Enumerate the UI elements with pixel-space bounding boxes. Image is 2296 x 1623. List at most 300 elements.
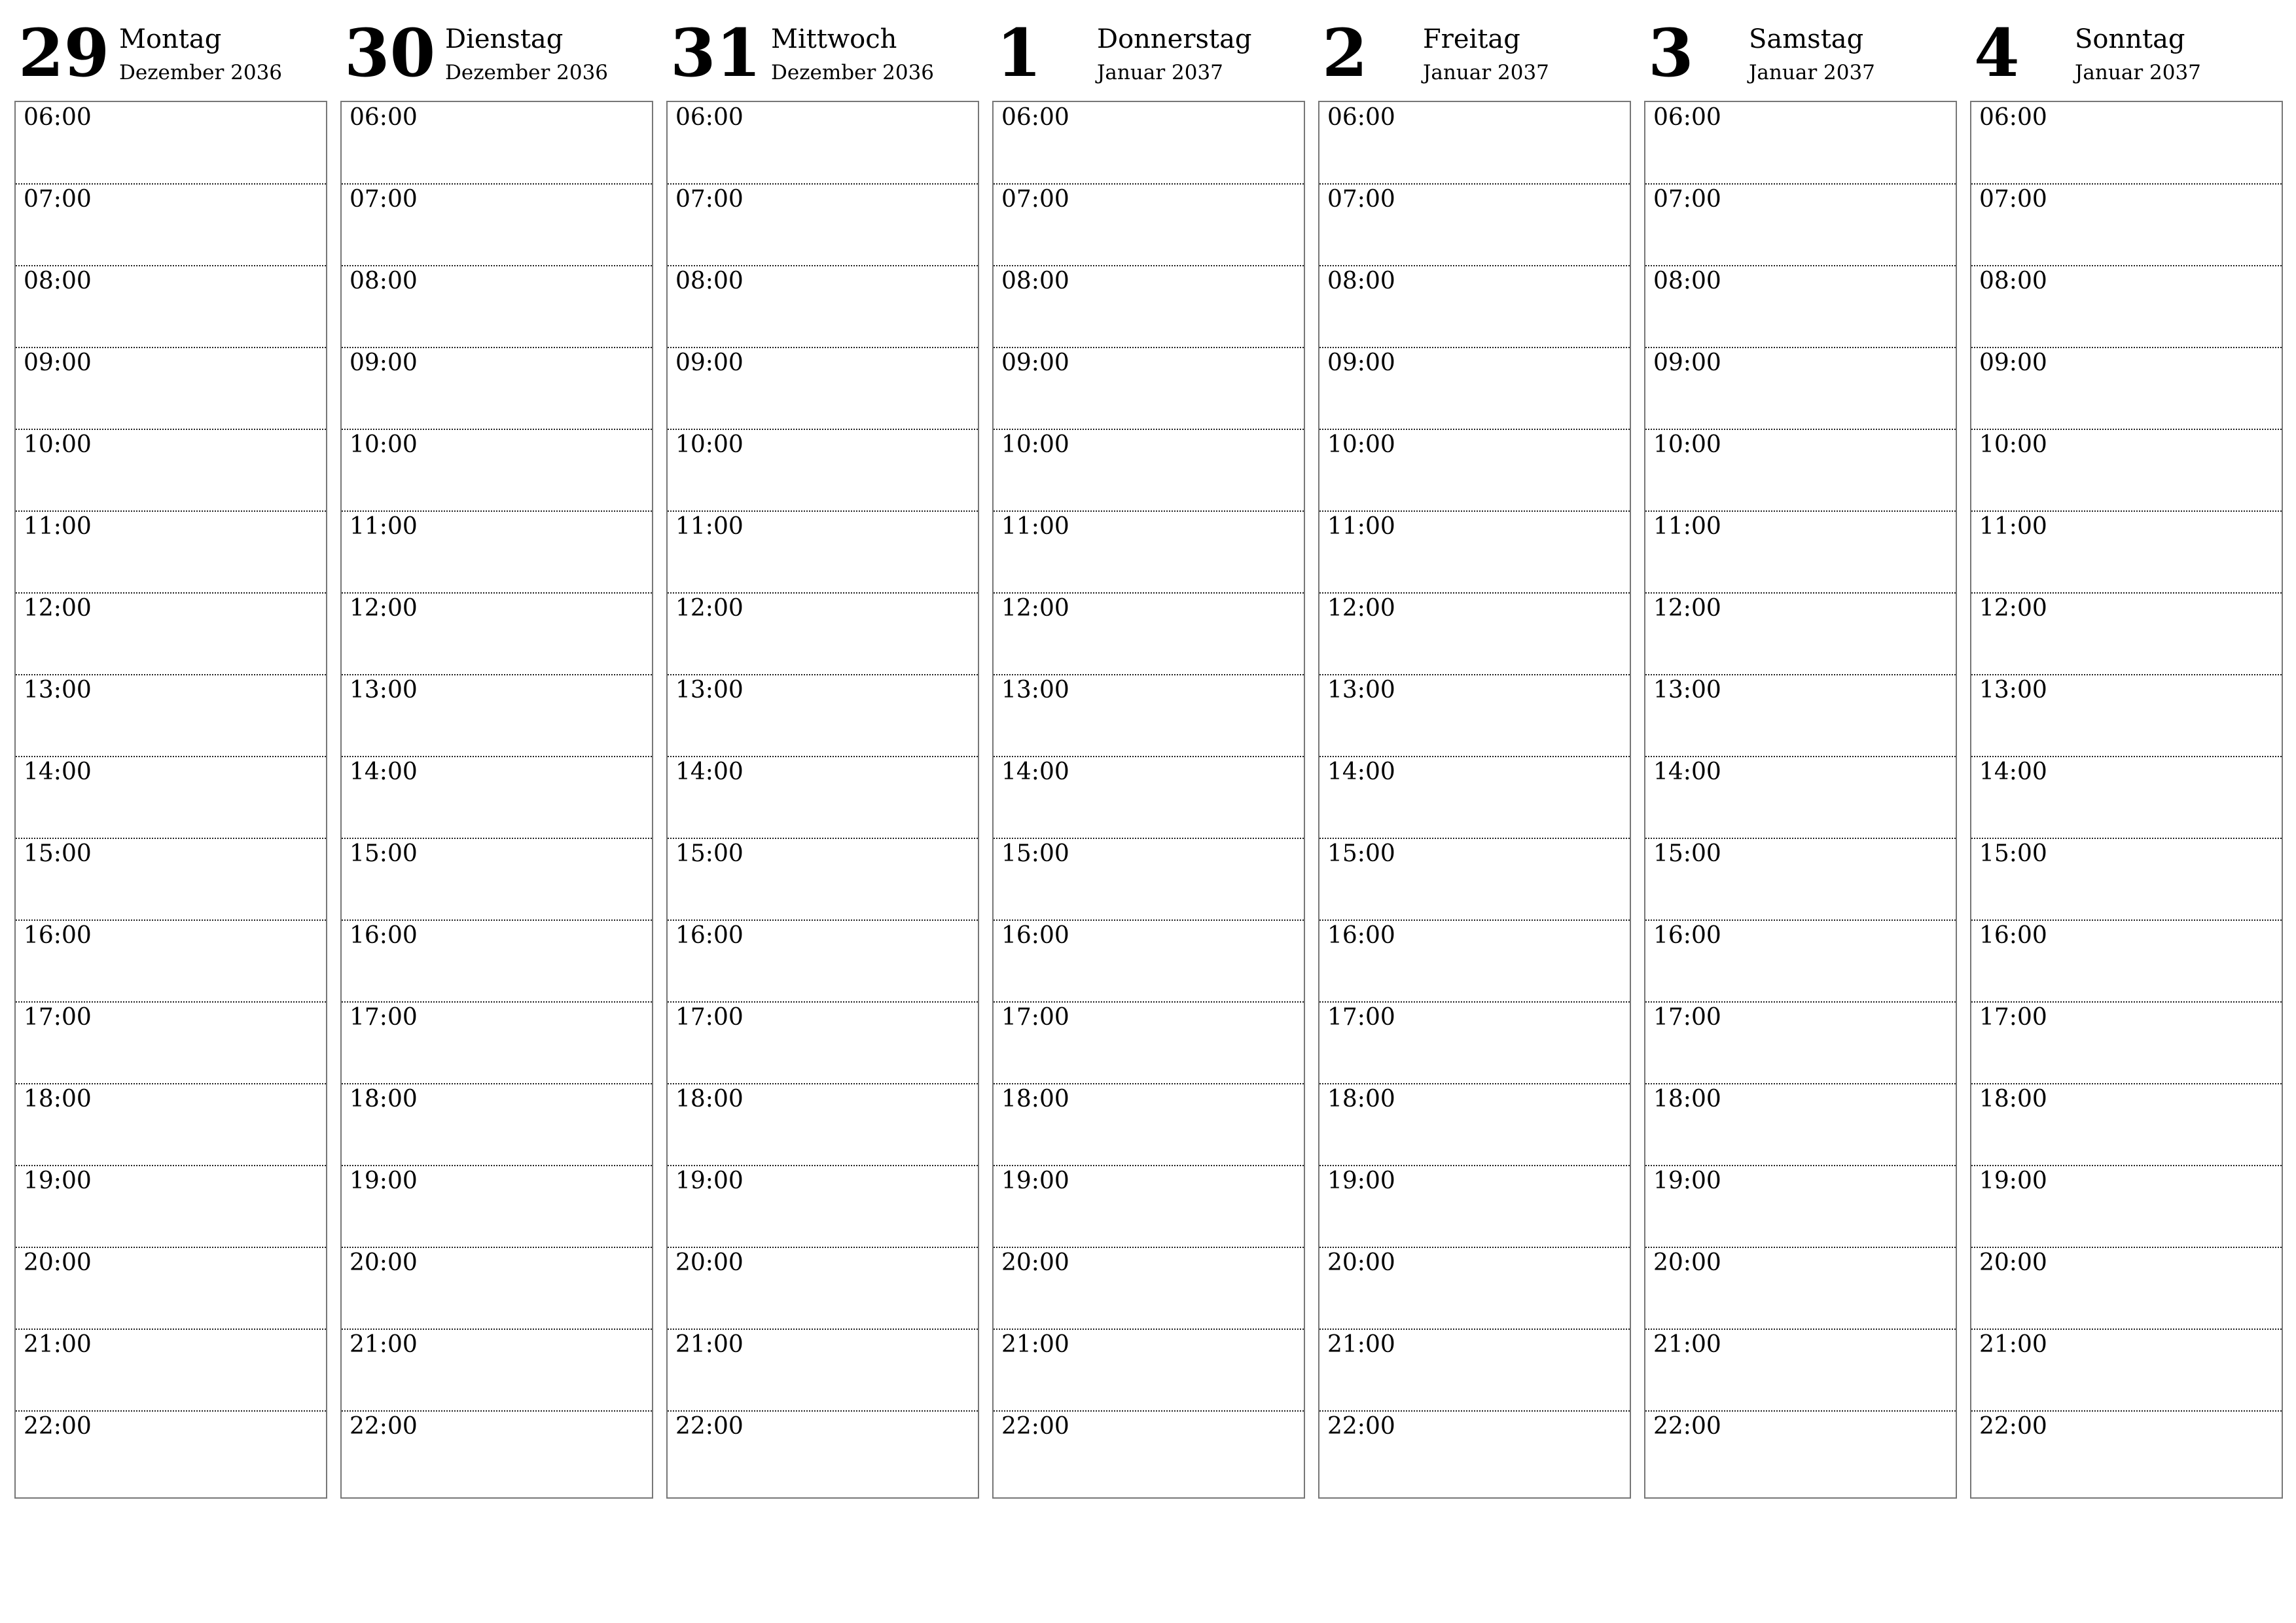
hour-slot[interactable] (342, 1411, 652, 1493)
hour-label: 12:00 (1653, 595, 1721, 622)
hour-separator (1319, 592, 1630, 594)
hour-slot[interactable] (994, 1411, 1304, 1493)
hour-slot[interactable] (1971, 1329, 2282, 1411)
hour-slot[interactable] (994, 920, 1304, 1002)
hour-label: 09:00 (1001, 349, 1069, 376)
hour-separator (1971, 1247, 2282, 1248)
hour-slot[interactable] (342, 102, 652, 184)
day-column (340, 0, 653, 1499)
hour-slot[interactable] (342, 920, 652, 1002)
hour-separator (342, 1083, 652, 1084)
hour-slot[interactable] (994, 266, 1304, 348)
hour-label: 20:00 (1653, 1249, 1721, 1276)
hour-separator (1319, 347, 1630, 348)
hour-label: 22:00 (1001, 1413, 1069, 1440)
hour-slot[interactable] (668, 1247, 978, 1329)
hour-separator (1645, 510, 1956, 512)
hour-slot[interactable] (1645, 593, 1956, 675)
hour-separator (994, 1001, 1304, 1003)
day-weekday: Samstag (1749, 24, 1864, 54)
hour-slot[interactable] (1645, 102, 1956, 184)
hour-label: 22:00 (1653, 1413, 1721, 1440)
hour-separator (1319, 510, 1630, 512)
hour-separator (994, 674, 1304, 675)
day-number: 31 (670, 14, 762, 92)
day-month-year: Januar 2037 (1097, 61, 1223, 84)
hour-slot[interactable] (1645, 757, 1956, 838)
hour-slot[interactable] (1645, 1084, 1956, 1166)
hour-slot[interactable] (1971, 429, 2282, 511)
hour-slot[interactable] (16, 184, 326, 266)
hour-separator (342, 1165, 652, 1166)
hour-separator (1645, 592, 1956, 594)
hour-label: 22:00 (675, 1413, 744, 1440)
hour-slot[interactable] (994, 348, 1304, 429)
hour-slot[interactable] (342, 184, 652, 266)
hour-separator (1319, 1329, 1630, 1330)
hour-label: 06:00 (350, 104, 418, 131)
hour-slot[interactable] (342, 757, 652, 838)
hour-slot[interactable] (1645, 1002, 1956, 1084)
hour-slot[interactable] (1319, 184, 1630, 266)
hour-label: 09:00 (1653, 349, 1721, 376)
hour-separator (342, 183, 652, 185)
hour-slot[interactable] (16, 1329, 326, 1411)
hour-slot[interactable] (668, 429, 978, 511)
hour-slot[interactable] (342, 429, 652, 511)
hour-separator (342, 592, 652, 594)
hour-separator (342, 510, 652, 512)
hour-slot[interactable] (1971, 675, 2282, 757)
hour-slot[interactable] (994, 184, 1304, 266)
hour-slot[interactable] (342, 1247, 652, 1329)
hour-slot[interactable] (16, 838, 326, 920)
hour-separator (668, 1001, 978, 1003)
hour-slot[interactable] (1645, 675, 1956, 757)
hour-label: 12:00 (1327, 595, 1395, 622)
hour-slot[interactable] (16, 266, 326, 348)
hour-separator (1645, 1247, 1956, 1248)
hour-label: 20:00 (1001, 1249, 1069, 1276)
hour-label: 14:00 (1653, 758, 1721, 785)
hour-label: 13:00 (1653, 677, 1721, 704)
hour-slot[interactable] (1319, 757, 1630, 838)
hour-separator (668, 1165, 978, 1166)
hour-slot[interactable] (16, 593, 326, 675)
hour-label: 11:00 (1979, 513, 2047, 540)
hour-label: 22:00 (24, 1413, 92, 1440)
hour-separator (1645, 1410, 1956, 1412)
day-header (14, 0, 327, 98)
hour-label: 19:00 (1653, 1168, 1721, 1194)
hour-label: 08:00 (350, 268, 418, 294)
hour-separator (668, 429, 978, 430)
day-column (1970, 0, 2283, 1499)
day-column (1318, 0, 1631, 1499)
hour-slot[interactable] (668, 1411, 978, 1493)
hour-slot[interactable] (1971, 593, 2282, 675)
hour-label: 16:00 (350, 922, 418, 949)
hour-label: 13:00 (1001, 677, 1069, 704)
day-schedule-box (340, 101, 653, 1499)
hour-separator (994, 838, 1304, 839)
hour-label: 09:00 (24, 349, 92, 376)
day-column (1644, 0, 1957, 1499)
hour-separator (1645, 674, 1956, 675)
hour-slot[interactable] (16, 348, 326, 429)
hour-label: 06:00 (1327, 104, 1395, 131)
hour-separator (668, 1083, 978, 1084)
hour-separator (16, 1165, 326, 1166)
hour-label: 22:00 (1327, 1413, 1395, 1440)
hour-separator (1645, 1329, 1956, 1330)
hour-slot[interactable] (1645, 1329, 1956, 1411)
hour-slot[interactable] (1645, 1247, 1956, 1329)
hour-label: 22:00 (350, 1413, 418, 1440)
hour-slot[interactable] (1645, 1166, 1956, 1247)
hour-slot[interactable] (1645, 838, 1956, 920)
hour-slot[interactable] (1319, 920, 1630, 1002)
hour-slot[interactable] (1319, 1002, 1630, 1084)
day-schedule-box (1318, 101, 1631, 1499)
hour-separator (1319, 1001, 1630, 1003)
hour-separator (342, 674, 652, 675)
hour-label: 09:00 (1327, 349, 1395, 376)
hour-label: 21:00 (1001, 1331, 1069, 1358)
hour-separator (994, 756, 1304, 757)
hour-label: 17:00 (1327, 1004, 1395, 1031)
hour-slot[interactable] (668, 1329, 978, 1411)
hour-label: 08:00 (1653, 268, 1721, 294)
hour-slot[interactable] (1971, 511, 2282, 593)
hour-slot[interactable] (16, 1084, 326, 1166)
hour-slot[interactable] (1645, 511, 1956, 593)
hour-slot[interactable] (668, 1166, 978, 1247)
hour-slot[interactable] (342, 675, 652, 757)
hour-slot[interactable] (668, 838, 978, 920)
hour-separator (16, 1329, 326, 1330)
hour-separator (668, 1247, 978, 1248)
hour-slot[interactable] (994, 675, 1304, 757)
day-column (992, 0, 1305, 1499)
hour-slot[interactable] (1971, 266, 2282, 348)
hour-label: 10:00 (1653, 431, 1721, 458)
hour-slot[interactable] (16, 675, 326, 757)
hour-label: 21:00 (675, 1331, 744, 1358)
hour-separator (668, 265, 978, 266)
hour-label: 07:00 (1653, 186, 1721, 213)
hour-slot[interactable] (1971, 920, 2282, 1002)
hour-slot[interactable] (1319, 838, 1630, 920)
hour-label: 17:00 (24, 1004, 92, 1031)
hour-slot[interactable] (342, 348, 652, 429)
hour-label: 10:00 (24, 431, 92, 458)
day-schedule-box (992, 101, 1305, 1499)
hour-separator (1971, 1410, 2282, 1412)
hour-separator (668, 838, 978, 839)
hour-slot[interactable] (342, 593, 652, 675)
hour-slot[interactable] (16, 920, 326, 1002)
hour-label: 12:00 (24, 595, 92, 622)
hour-separator (1971, 1165, 2282, 1166)
day-month-year: Dezember 2036 (119, 61, 283, 84)
hour-separator (668, 510, 978, 512)
hour-separator (1645, 183, 1956, 185)
hour-label: 10:00 (350, 431, 418, 458)
day-schedule-box (14, 101, 327, 1499)
hour-slot[interactable] (1971, 1247, 2282, 1329)
hour-label: 20:00 (1327, 1249, 1395, 1276)
hour-slot[interactable] (994, 593, 1304, 675)
hour-label: 07:00 (24, 186, 92, 213)
hour-label: 14:00 (675, 758, 744, 785)
hour-label: 15:00 (1327, 840, 1395, 867)
hour-label: 13:00 (675, 677, 744, 704)
hour-separator (1971, 756, 2282, 757)
hour-slot[interactable] (16, 429, 326, 511)
hour-slot[interactable] (1645, 1411, 1956, 1493)
hour-slot[interactable] (342, 1166, 652, 1247)
hour-slot[interactable] (668, 1002, 978, 1084)
hour-separator (16, 756, 326, 757)
hour-slot[interactable] (342, 266, 652, 348)
hour-slot[interactable] (1645, 348, 1956, 429)
hour-slot[interactable] (1645, 429, 1956, 511)
hour-slot[interactable] (1319, 429, 1630, 511)
hour-label: 22:00 (1979, 1413, 2047, 1440)
hour-slot[interactable] (668, 184, 978, 266)
hour-slot[interactable] (16, 511, 326, 593)
hour-slot[interactable] (1645, 266, 1956, 348)
hour-label: 11:00 (1327, 513, 1395, 540)
hour-slot[interactable] (16, 1247, 326, 1329)
hour-slot[interactable] (1319, 1329, 1630, 1411)
hour-separator (668, 592, 978, 594)
hour-label: 15:00 (350, 840, 418, 867)
hour-separator (1645, 265, 1956, 266)
hour-separator (994, 1247, 1304, 1248)
hour-label: 15:00 (1001, 840, 1069, 867)
hour-label: 21:00 (350, 1331, 418, 1358)
hour-label: 20:00 (675, 1249, 744, 1276)
hour-label: 15:00 (1653, 840, 1721, 867)
hour-slot[interactable] (342, 1084, 652, 1166)
hour-label: 11:00 (24, 513, 92, 540)
hour-separator (994, 919, 1304, 921)
hour-label: 16:00 (1327, 922, 1395, 949)
hour-slot[interactable] (1319, 1247, 1630, 1329)
hour-label: 18:00 (675, 1086, 744, 1113)
hour-label: 11:00 (1653, 513, 1721, 540)
hour-slot[interactable] (16, 1411, 326, 1493)
hour-separator (1971, 1083, 2282, 1084)
hour-slot[interactable] (994, 1329, 1304, 1411)
hour-label: 10:00 (1327, 431, 1395, 458)
hour-slot[interactable] (668, 593, 978, 675)
hour-slot[interactable] (668, 757, 978, 838)
hour-label: 15:00 (675, 840, 744, 867)
day-header (1318, 0, 1631, 98)
hour-slot[interactable] (994, 1247, 1304, 1329)
hour-label: 12:00 (1001, 595, 1069, 622)
hour-separator (1319, 1247, 1630, 1248)
hour-slot[interactable] (668, 266, 978, 348)
hour-slot[interactable] (994, 838, 1304, 920)
hour-label: 19:00 (24, 1168, 92, 1194)
hour-label: 08:00 (24, 268, 92, 294)
hour-slot[interactable] (1971, 348, 2282, 429)
hour-separator (1645, 1083, 1956, 1084)
hour-label: 15:00 (1979, 840, 2047, 867)
hour-label: 17:00 (1979, 1004, 2047, 1031)
hour-separator (994, 265, 1304, 266)
hour-label: 16:00 (1653, 922, 1721, 949)
hour-separator (668, 674, 978, 675)
hour-label: 09:00 (350, 349, 418, 376)
hour-label: 17:00 (1001, 1004, 1069, 1031)
hour-slot[interactable] (16, 757, 326, 838)
hour-label: 10:00 (1979, 431, 2047, 458)
hour-slot[interactable] (668, 511, 978, 593)
hour-slot[interactable] (16, 1166, 326, 1247)
hour-label: 21:00 (1653, 1331, 1721, 1358)
hour-slot[interactable] (994, 757, 1304, 838)
hour-label: 06:00 (1001, 104, 1069, 131)
hour-label: 19:00 (675, 1168, 744, 1194)
hour-slot[interactable] (342, 511, 652, 593)
hour-separator (16, 183, 326, 185)
hour-separator (342, 1247, 652, 1248)
hour-label: 18:00 (1979, 1086, 2047, 1113)
hour-separator (994, 592, 1304, 594)
hour-slot[interactable] (1319, 675, 1630, 757)
hour-label: 19:00 (350, 1168, 418, 1194)
hour-slot[interactable] (1971, 1002, 2282, 1084)
hour-label: 08:00 (1327, 268, 1395, 294)
hour-label: 14:00 (350, 758, 418, 785)
hour-slot[interactable] (1971, 1411, 2282, 1493)
hour-separator (1971, 1329, 2282, 1330)
hour-slot[interactable] (668, 1084, 978, 1166)
hour-slot[interactable] (16, 102, 326, 184)
hour-separator (1319, 265, 1630, 266)
hour-slot[interactable] (342, 1329, 652, 1411)
day-weekday: Freitag (1423, 24, 1520, 54)
hour-separator (1971, 429, 2282, 430)
hour-separator (16, 1083, 326, 1084)
hour-label: 16:00 (24, 922, 92, 949)
hour-slot[interactable] (668, 102, 978, 184)
hour-separator (1645, 1165, 1956, 1166)
day-month-year: Januar 2037 (2075, 61, 2201, 84)
day-number: 4 (1974, 14, 2020, 92)
hour-separator (16, 510, 326, 512)
hour-label: 10:00 (675, 431, 744, 458)
hour-slot[interactable] (342, 1002, 652, 1084)
hour-label: 15:00 (24, 840, 92, 867)
hour-separator (994, 183, 1304, 185)
day-number: 29 (18, 14, 110, 92)
hour-slot[interactable] (1971, 1084, 2282, 1166)
hour-label: 13:00 (24, 677, 92, 704)
hour-slot[interactable] (1971, 757, 2282, 838)
hour-label: 19:00 (1327, 1168, 1395, 1194)
hour-label: 09:00 (675, 349, 744, 376)
hour-slot[interactable] (1645, 184, 1956, 266)
hour-slot[interactable] (1971, 184, 2282, 266)
hour-label: 13:00 (350, 677, 418, 704)
hour-label: 18:00 (24, 1086, 92, 1113)
hour-separator (342, 265, 652, 266)
hour-slot[interactable] (1319, 266, 1630, 348)
day-weekday: Montag (119, 24, 222, 54)
hour-separator (1971, 265, 2282, 266)
day-header (340, 0, 653, 98)
hour-separator (16, 347, 326, 348)
hour-slot[interactable] (668, 675, 978, 757)
hour-slot[interactable] (994, 102, 1304, 184)
hour-separator (16, 592, 326, 594)
hour-label: 14:00 (24, 758, 92, 785)
hour-separator (16, 1247, 326, 1248)
hour-slot[interactable] (342, 838, 652, 920)
day-schedule-box (1970, 101, 2283, 1499)
hour-separator (1645, 756, 1956, 757)
hour-label: 07:00 (675, 186, 744, 213)
hour-separator (1319, 1410, 1630, 1412)
hour-slot[interactable] (1645, 920, 1956, 1002)
hour-separator (16, 919, 326, 921)
hour-slot[interactable] (1319, 348, 1630, 429)
hour-slot[interactable] (1319, 1166, 1630, 1247)
day-column (14, 0, 327, 1499)
hour-slot[interactable] (994, 1166, 1304, 1247)
day-weekday: Mittwoch (771, 24, 897, 54)
hour-slot[interactable] (1319, 1084, 1630, 1166)
hour-slot[interactable] (1319, 102, 1630, 184)
hour-slot[interactable] (1971, 838, 2282, 920)
hour-slot[interactable] (1971, 1166, 2282, 1247)
hour-slot[interactable] (1319, 511, 1630, 593)
hour-label: 07:00 (350, 186, 418, 213)
hour-slot[interactable] (994, 1084, 1304, 1166)
hour-label: 09:00 (1979, 349, 2047, 376)
hour-separator (16, 1410, 326, 1412)
day-header (1970, 0, 2283, 98)
hour-slot[interactable] (1971, 102, 2282, 184)
hour-slot[interactable] (1319, 1411, 1630, 1493)
hour-separator (1971, 347, 2282, 348)
day-number: 30 (344, 14, 436, 92)
hour-slot[interactable] (668, 348, 978, 429)
hour-separator (994, 1329, 1304, 1330)
hour-label: 21:00 (1327, 1331, 1395, 1358)
hour-separator (1645, 919, 1956, 921)
day-schedule-box (1644, 101, 1957, 1499)
hour-separator (1645, 838, 1956, 839)
hour-label: 11:00 (675, 513, 744, 540)
hour-slot[interactable] (16, 1002, 326, 1084)
hour-separator (1319, 674, 1630, 675)
hour-slot[interactable] (1319, 593, 1630, 675)
day-month-year: Dezember 2036 (771, 61, 935, 84)
hour-slot[interactable] (994, 429, 1304, 511)
hour-slot[interactable] (994, 511, 1304, 593)
hour-slot[interactable] (994, 1002, 1304, 1084)
hour-slot[interactable] (668, 920, 978, 1002)
hour-label: 06:00 (1979, 104, 2047, 131)
hour-label: 13:00 (1327, 677, 1395, 704)
